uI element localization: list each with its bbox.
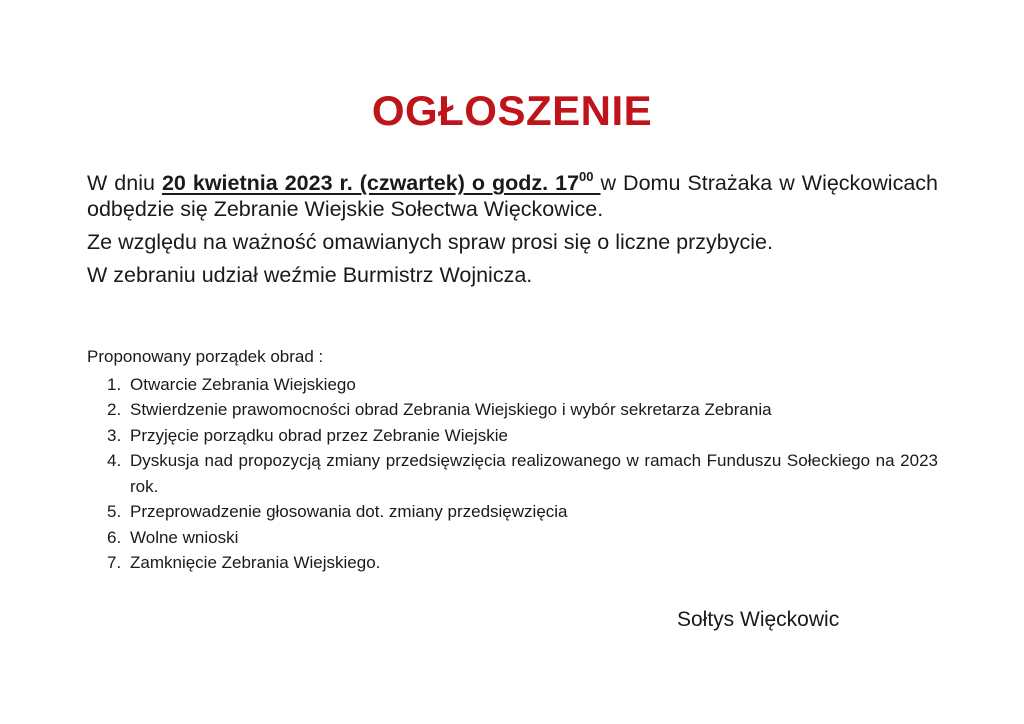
agenda-section [87, 344, 938, 576]
agenda-item-text: Zamknięcie Zebrania Wiejskiego. [130, 553, 381, 572]
meeting-date-text: 20 kwietnia 2023 r. (czwartek) o godz. 17 [161, 171, 580, 195]
meeting-info-prefix: W dniu [87, 171, 162, 195]
agenda-item [87, 499, 938, 525]
agenda-list [87, 372, 938, 576]
agenda-item [87, 448, 938, 499]
meeting-info-paragraph [87, 170, 938, 222]
attendance-request-paragraph: Ze względu na ważność omawianych spraw prosi się o liczne przybycie. [87, 230, 773, 254]
signature: Sołtys Więckowic [677, 608, 840, 631]
agenda-item-text: Dyskusja nad propozycją zmiany przedsięwzięcia realizowanego w ramach Funduszu Sołeckiego na 2023 rok. [130, 451, 938, 496]
agenda-item-number: 1. [107, 374, 122, 394]
agenda-item-text: Przeprowadzenie głosowania dot. zmiany przedsięwzięcia [130, 502, 568, 521]
agenda-item [87, 397, 938, 423]
agenda-item-text: Stwierdzenie prawomocności obrad Zebrania Wiejskiego i wybór sekretarza Zebrania [130, 400, 772, 419]
agenda-item [87, 423, 938, 449]
agenda-item [87, 525, 938, 551]
agenda-item [87, 372, 938, 398]
meeting-time-minutes: 00 [579, 169, 594, 184]
agenda-heading: Proponowany porządek obrad : [87, 347, 324, 366]
agenda-item [87, 550, 938, 576]
agenda-item-number: 3. [107, 425, 122, 445]
agenda-item-number: 6. [107, 527, 122, 547]
mayor-attendance-paragraph: W zebraniu udział weźmie Burmistrz Wojnicza. [87, 263, 533, 287]
agenda-item-text: Przyjęcie porządku obrad przez Zebranie Wiejskie [130, 425, 508, 445]
agenda-item-number: 4. [107, 451, 122, 470]
agenda-item-text: Wolne wnioski [130, 527, 239, 547]
agenda-item-number: 2. [107, 400, 122, 419]
agenda-item-number: 7. [107, 553, 122, 572]
meeting-date-time [162, 171, 601, 195]
meeting-info-suffix: w Domu Strażaka w Więckowicach odbędzie się Zebranie Wiejskie Sołectwa Więckowice. [87, 171, 938, 221]
announcement-intro [87, 170, 938, 288]
announcement-title: OGŁOSZENIE [371, 87, 653, 134]
agenda-item-number: 5. [107, 502, 122, 521]
agenda-item-text: Otwarcie Zebrania Wiejskiego [130, 374, 356, 394]
